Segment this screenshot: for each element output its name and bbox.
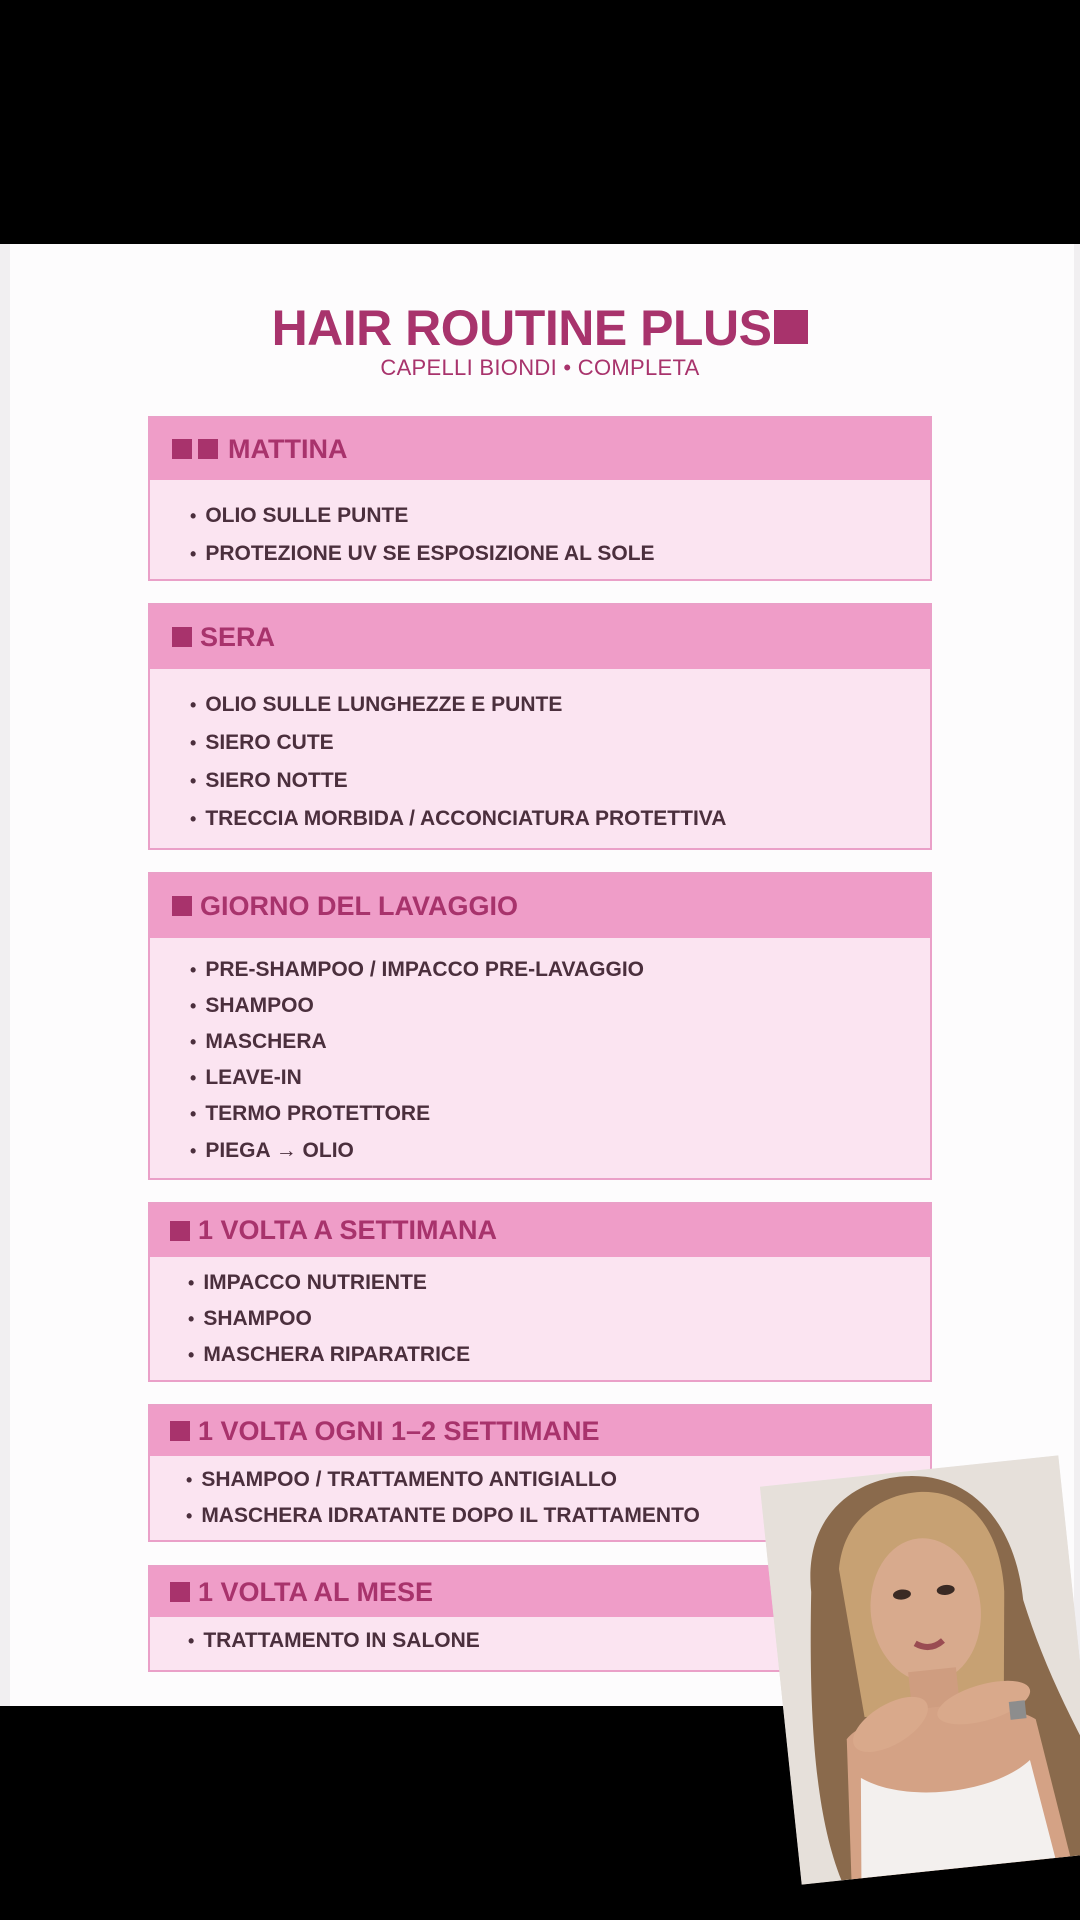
sheet-edge-left bbox=[0, 244, 10, 1706]
bullet-icon: • bbox=[190, 1103, 197, 1124]
section-title: 1 VOLTA A SETTIMANA bbox=[198, 1215, 497, 1245]
section-items bbox=[150, 1257, 930, 1373]
bullet-icon: • bbox=[190, 732, 197, 753]
item-label: SIERO NOTTE bbox=[205, 769, 348, 792]
item-label: PRE-SHAMPOO / IMPACCO PRE-LAVAGGIO bbox=[205, 958, 644, 981]
bullet-icon: • bbox=[186, 1469, 193, 1490]
bullet-icon: • bbox=[190, 808, 197, 829]
bullet-icon: • bbox=[190, 543, 197, 564]
list-item bbox=[190, 724, 930, 762]
section-title: SERA bbox=[200, 621, 276, 652]
item-label: MASCHERA RIPARATRICE bbox=[203, 1343, 471, 1366]
item-label: MASCHERA IDRATANTE DOPO IL TRATTAMENTO bbox=[201, 1504, 700, 1527]
item-label: SHAMPOO / TRATTAMENTO ANTIGIALLO bbox=[201, 1468, 618, 1491]
section-header bbox=[150, 1204, 930, 1257]
item-label: OLIO SULLE PUNTE bbox=[205, 504, 409, 527]
section-header bbox=[150, 874, 930, 938]
bullet-icon: • bbox=[186, 1505, 193, 1526]
section-giorno-del-lavaggio bbox=[148, 872, 932, 1180]
section-title: GIORNO DEL LAVAGGIO bbox=[200, 890, 519, 921]
presenter-photo bbox=[760, 1455, 1080, 1884]
section-title: MATTINA bbox=[228, 433, 348, 464]
square-icon bbox=[172, 896, 192, 916]
bullet-icon: • bbox=[188, 1344, 195, 1365]
item-label: TRECCIA MORBIDA / ACCONCIATURA PROTETTIVA bbox=[205, 807, 727, 830]
bullet-icon: • bbox=[190, 1031, 197, 1052]
square-icon bbox=[170, 1421, 190, 1441]
item-label: OLIO SULLE LUNGHEZZE E PUNTE bbox=[205, 693, 563, 716]
bullet-icon: • bbox=[190, 959, 197, 980]
section-header bbox=[150, 605, 930, 669]
bullet-icon: • bbox=[190, 995, 197, 1016]
bullet-icon: • bbox=[190, 505, 197, 526]
square-icon bbox=[172, 627, 192, 647]
list-item bbox=[188, 1301, 930, 1337]
bullet-icon: • bbox=[190, 1140, 197, 1161]
list-item bbox=[190, 800, 930, 838]
section-items bbox=[150, 669, 930, 838]
page-subtitle: CAPELLI BIONDI • COMPLETA bbox=[380, 355, 700, 380]
section-1-volta-a-settimana bbox=[148, 1202, 932, 1382]
section-mattina bbox=[148, 416, 932, 581]
square-icon bbox=[198, 439, 218, 459]
item-label: SHAMPOO bbox=[203, 1307, 312, 1330]
list-item bbox=[188, 1337, 930, 1373]
section-title: 1 VOLTA AL MESE bbox=[198, 1576, 434, 1607]
section-header bbox=[150, 418, 930, 480]
section-items bbox=[150, 938, 930, 1170]
list-item bbox=[190, 1096, 930, 1132]
item-label: MASCHERA bbox=[205, 1030, 327, 1053]
list-item bbox=[190, 535, 930, 573]
item-label: SIERO CUTE bbox=[205, 731, 334, 754]
item-label: IMPACCO NUTRIENTE bbox=[203, 1271, 427, 1294]
list-item bbox=[190, 1132, 930, 1170]
item-label: PROTEZIONE UV SE ESPOSIZIONE AL SOLE bbox=[205, 542, 655, 565]
section-title: 1 VOLTA OGNI 1–2 SETTIMANE bbox=[198, 1415, 600, 1446]
list-item bbox=[190, 952, 930, 988]
sheet-edge-right bbox=[1074, 244, 1080, 1706]
list-item bbox=[190, 497, 930, 535]
section-items bbox=[150, 480, 930, 573]
square-icon bbox=[170, 1582, 190, 1602]
list-item bbox=[190, 1060, 930, 1096]
item-label: SHAMPOO bbox=[205, 994, 314, 1017]
list-item bbox=[190, 1024, 930, 1060]
bullet-icon: • bbox=[188, 1272, 195, 1293]
title-square-icon bbox=[774, 310, 808, 344]
bullet-icon: • bbox=[188, 1630, 195, 1651]
section-sera bbox=[148, 603, 932, 850]
bullet-icon: • bbox=[190, 1067, 197, 1088]
square-icon bbox=[172, 439, 192, 459]
square-icon bbox=[170, 1221, 190, 1241]
title-text: HAIR ROUTINE PLUS bbox=[271, 300, 772, 356]
list-item bbox=[188, 1265, 930, 1301]
list-item bbox=[190, 762, 930, 800]
item-label: TERMO PROTETTORE bbox=[205, 1102, 431, 1125]
bullet-icon: • bbox=[190, 694, 197, 715]
section-header bbox=[150, 1406, 930, 1456]
page-title bbox=[0, 300, 1080, 356]
item-label: LEAVE-IN bbox=[205, 1066, 302, 1089]
bullet-icon: • bbox=[188, 1308, 195, 1329]
item-label: TRATTAMENTO IN SALONE bbox=[203, 1629, 480, 1652]
presenter-illustration bbox=[760, 1455, 1080, 1884]
list-item bbox=[190, 988, 930, 1024]
item-label: PIEGA → OLIO bbox=[205, 1139, 354, 1162]
bullet-icon: • bbox=[190, 770, 197, 791]
list-item bbox=[190, 686, 930, 724]
